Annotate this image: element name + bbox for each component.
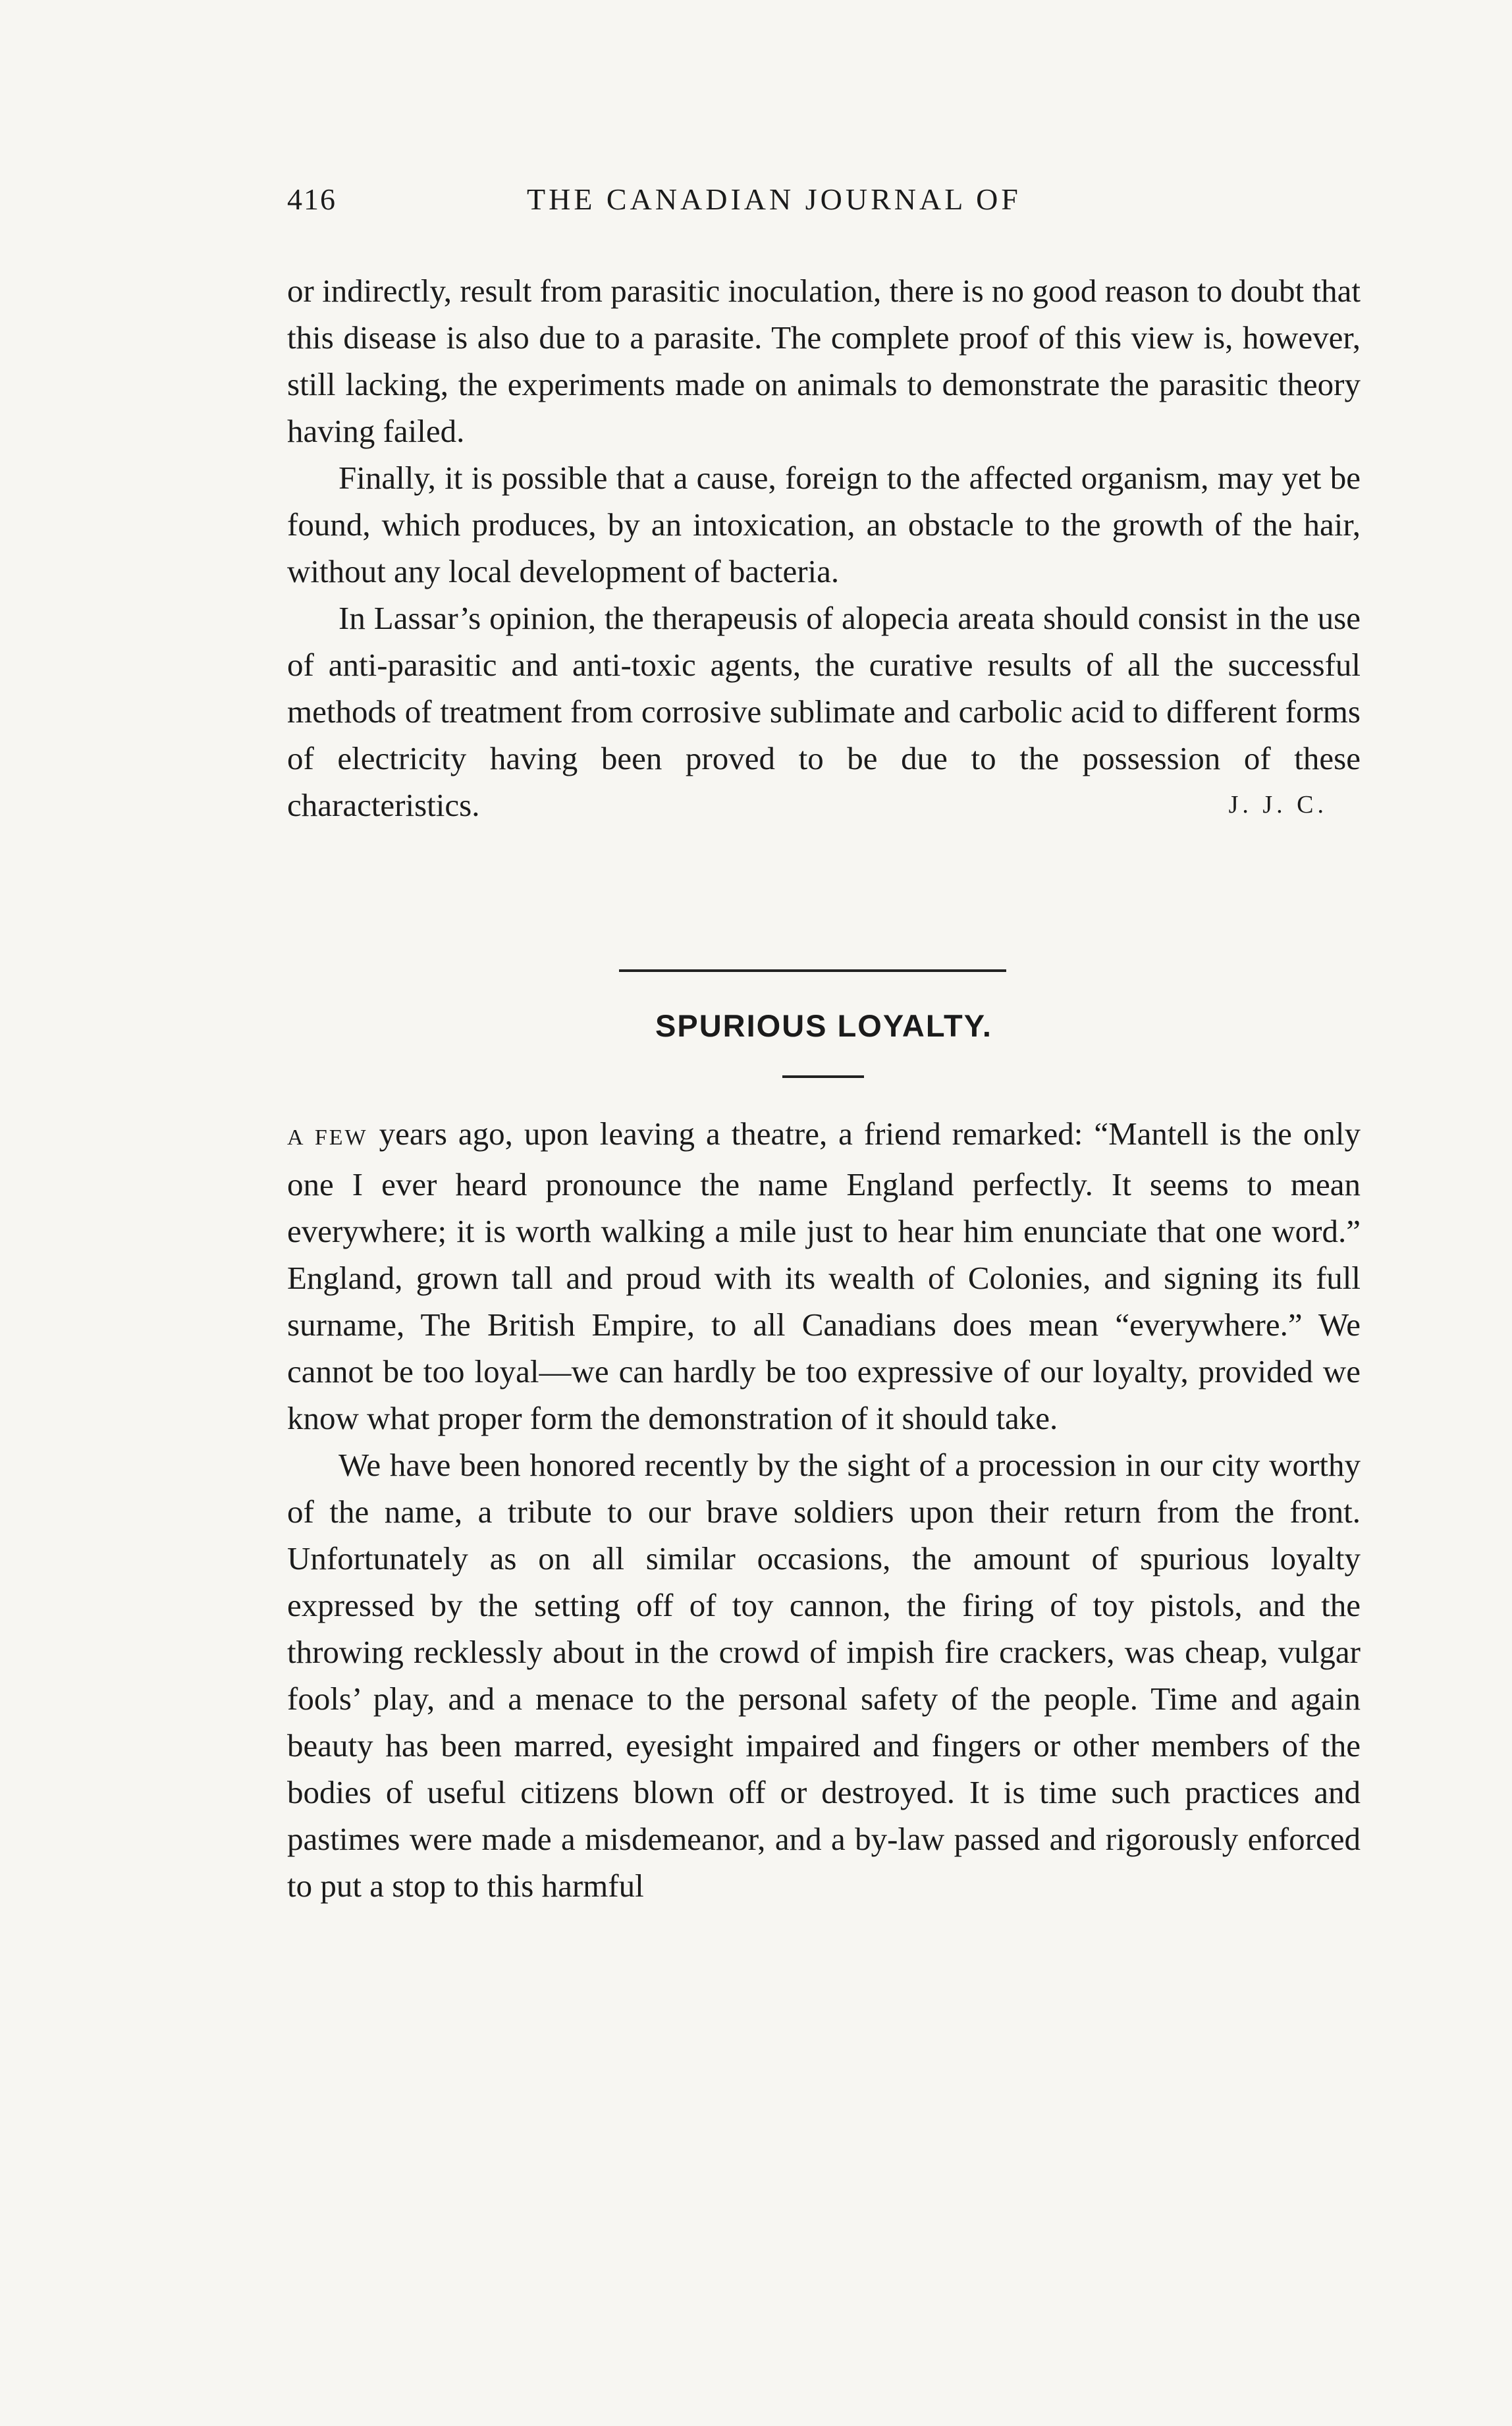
title-divider (782, 1075, 864, 1078)
paragraph-text: In Lassar’s opinion, the therapeusis of alopecia areata should consist in the use of anti-parasitic and anti-toxic agents, the curative results of all the successful methods of treatment from corrosive sublimate and carbolic acid to different forms of electricity having been proved to be due to the possession of these characteristics. (287, 600, 1361, 823)
paragraph-text: years ago, upon leaving a theatre, a friend remarked: “Mantell is the only one I ever heard pronounce the name England perfectly. It seems to mean everywhere; it is worth walking a mile just to hear him enunciate that one word.” England, grown tall and proud with its wealth of Colonies, and signing its full surname, The British Empire, to all Canadians does mean “everywhere.” We cannot be too loyal—we can hardly be too expressive of our loyalty, provided we know what proper form the demonstration of it should take. (287, 1116, 1361, 1436)
paragraph: Finally, it is possible that a cause, foreign to the affected organism, may yet be found, which produces, by an intoxication, an obstacle to the growth of the hair, without any local development of bacteria. (287, 460, 1361, 589)
paragraph (287, 1110, 1361, 1442)
paragraph: or indirectly, result from parasitic inoculation, there is no good reason to doubt that this disease is also due to a parasite. The complete proof of this view is, however, still lacking, the experiments made on animals to demonstrate the parasitic theory having failed. (287, 273, 1361, 449)
paragraph: We have been honored recently by the sight of a procession in our city worthy of the name, a tribute to our brave soldiers upon their return from the front. Unfortunately as on all similar occasions, the amount of spurious loyalty expressed by the setting off of toy cannon, the firing of toy pistols, and the throwing recklessly about in the crowd of impish fire crackers, was cheap, vulgar fools’ play, and a menace to the personal safety of the people. Time and again beauty has been marred, eyesight impaired and fingers or other members of the bodies of useful citizens blown off or destroyed. It is time such practices and pastimes were made a misdemeanor, and a by-law passed and rigorously enforced to put a stop to this harmful (287, 1447, 1361, 1904)
previous-article-text (287, 267, 1361, 828)
paragraph (287, 595, 1361, 828)
author-initials: J. J. C. (1228, 791, 1328, 819)
article-title: SPURIOUS LOYALTY. (655, 1008, 992, 1043)
article-body (287, 1110, 1361, 1909)
opening-smallcaps: A FEW (287, 1125, 368, 1150)
running-head (287, 182, 1367, 228)
section-divider (619, 969, 1006, 972)
page-number: 416 (287, 182, 337, 216)
journal-title: THE CANADIAN JOURNAL OF (527, 182, 1021, 216)
